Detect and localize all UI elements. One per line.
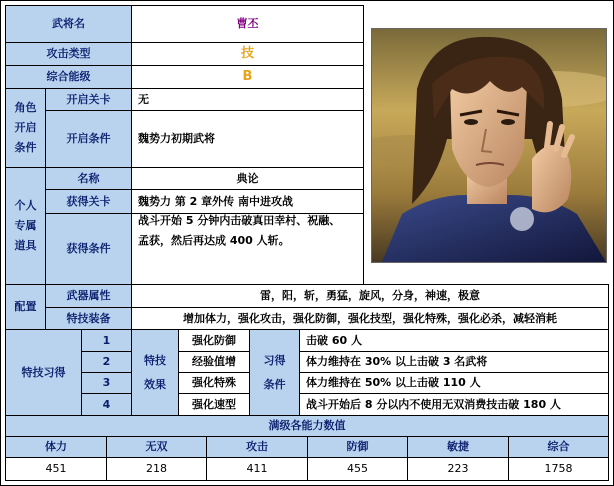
stat-header-hp: 体力 xyxy=(5,436,107,458)
stat-value-hp: 451 xyxy=(5,457,107,481)
skill-cond-char: 习得 xyxy=(263,353,286,367)
unlock-cond-value: 魏势力初期武将 xyxy=(131,110,364,168)
attack-type-value: 技 xyxy=(131,42,364,66)
item-cond-value xyxy=(131,213,364,285)
skill-effect-char: 效果 xyxy=(144,377,166,391)
skill-effect-value: 强化速型 xyxy=(178,393,250,416)
skill-equip-value: 增加体力，强化攻击，强化防御，强化技型，强化特殊，强化必杀，减轻消耗 xyxy=(131,307,609,330)
stat-value-total: 1758 xyxy=(508,457,609,481)
unlock-cond-label: 开启条件 xyxy=(45,110,132,168)
skill-effect-value: 经验值增 xyxy=(178,351,250,373)
skill-effect-value: 强化防御 xyxy=(178,329,250,352)
stat-value-musou: 218 xyxy=(106,457,207,481)
item-section-char: 个人 xyxy=(14,199,37,213)
unlock-section-char: 角色 xyxy=(14,101,37,115)
unlock-section-label xyxy=(5,88,46,168)
portrait-illustration xyxy=(372,29,606,262)
weapon-attr-value: 雷，阳，斩，勇猛，旋风，分身，神速，极意 xyxy=(131,284,609,308)
skill-row-number: 4 xyxy=(81,393,132,416)
item-cond-label: 获得条件 xyxy=(45,213,132,285)
skill-effect-char: 特技 xyxy=(144,353,166,367)
skill-cond-label xyxy=(249,329,300,416)
skill-effect-value: 强化特殊 xyxy=(178,372,250,394)
item-stage-value: 魏势力 第 2 章外传 南中进攻战 xyxy=(131,189,364,214)
name-value: 曹丕 xyxy=(131,5,364,43)
item-section-label xyxy=(5,167,46,285)
skill-section-label: 特技习得 xyxy=(5,329,82,416)
skill-row-number: 2 xyxy=(81,351,132,373)
character-portrait xyxy=(371,28,607,263)
item-stage-label: 获得关卡 xyxy=(45,189,132,214)
skill-row-number: 3 xyxy=(81,372,132,394)
attack-type-label: 攻击类型 xyxy=(5,42,132,66)
unlock-section-char: 开启 xyxy=(14,121,37,135)
stat-value-agility: 223 xyxy=(407,457,509,481)
skill-cond-value: 战斗开始后 8 分以内不使用无双消费技击破 180 人 xyxy=(299,393,609,416)
stat-header-musou: 无双 xyxy=(106,436,207,458)
item-cond-line: 孟获，然后再达成 400 人斩。 xyxy=(138,233,290,247)
skill-cond-value: 击破 60 人 xyxy=(299,329,609,352)
skill-effect-label xyxy=(131,329,179,416)
item-section-char: 道具 xyxy=(14,238,37,252)
stat-value-defense: 455 xyxy=(307,457,408,481)
stat-header-total: 综合 xyxy=(508,436,609,458)
grade-label: 综合能级 xyxy=(5,65,132,89)
weapon-attr-label: 武器属性 xyxy=(45,284,132,308)
config-section-label: 配置 xyxy=(5,284,46,330)
item-name-label: 名称 xyxy=(45,167,132,190)
unlock-stage-value: 无 xyxy=(131,88,364,111)
unlock-section-char: 条件 xyxy=(14,140,37,154)
grade-value: B xyxy=(131,65,364,89)
stat-header-defense: 防御 xyxy=(307,436,408,458)
stats-title: 满级各能力数值 xyxy=(5,415,609,437)
stat-header-agility: 敏捷 xyxy=(407,436,509,458)
name-label: 武将名 xyxy=(5,5,132,43)
unlock-stage-label: 开启关卡 xyxy=(45,88,132,111)
stat-value-attack: 411 xyxy=(206,457,308,481)
item-cond-line: 战斗开始 5 分钟内击破真田幸村、祝融、 xyxy=(138,214,341,227)
skill-cond-char: 条件 xyxy=(263,377,286,391)
stat-header-attack: 攻击 xyxy=(206,436,308,458)
skill-row-number: 1 xyxy=(81,329,132,352)
item-name-value: 典论 xyxy=(131,167,364,190)
item-section-char: 专属 xyxy=(14,219,37,233)
skill-equip-label: 特技装备 xyxy=(45,307,132,330)
skill-cond-value: 体力维持在 50% 以上击破 110 人 xyxy=(299,372,609,394)
skill-cond-value: 体力维持在 30% 以上击破 3 名武将 xyxy=(299,351,609,373)
